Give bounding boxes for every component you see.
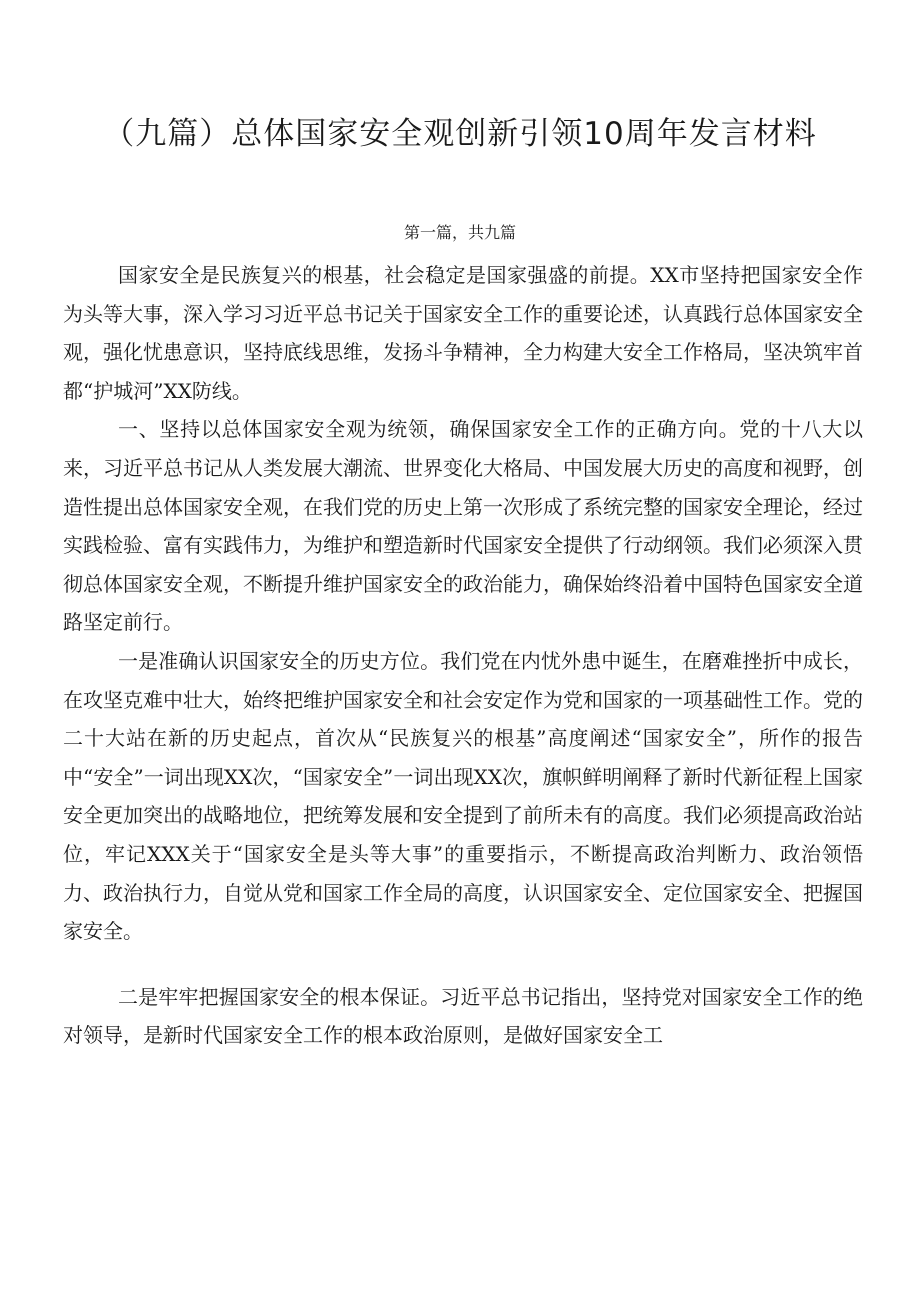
paragraph-intro: 国家安全是民族复兴的根基，社会稳定是国家强盛的前提。XX市坚持把国家安全作为头等大事，深入学习习近平总书记关于国家安全工作的重要论述，认真践行总体国家安全观，强化忧患意识，坚持底线思维，发扬斗争精神，全力构建大安全工作格局，坚决筑牢首都“护城河”XX防线。 xyxy=(63,263,863,403)
paragraph-section-one: 一、坚持以总体国家安全观为统领，确保国家安全工作的正确方向。党的十八大以来，习近平总书记从人类发展大潮流、世界变化大格局、中国发展大历史的高度和视野，创造性提出总体国家安全观，在我们党的历史上第一次形成了系统完整的国家安全理论，经过实践检验、富有实践伟力，为维护和塑造新时代国家安全提供了行动纲领。我们必须深入贯彻总体国家安全观，不断提升维护国家安全的政治能力，确保始终沿着中国特色国家安全道路坚定前行。 xyxy=(63,417,863,635)
paragraph-point-one: 一是准确认识国家安全的历史方位。我们党在内忧外患中诞生，在磨难挫折中成长，在攻坚克难中壮大，始终把维护国家安全和社会安定作为党和国家的一项基础性工作。党的二十大站在新的历史起点，首次从“民族复兴的根基”高度阐述“国家安全”，所作的报告中“安全”一词出现XX次，“国家安全”一词出现XX次，旗帜鲜明阐释了新时代新征程上国家安全更加突出的战略地位，把统筹发展和安全提到了前所未有的高度。我们必须提高政治站位，牢记XXX关于“国家安全是头等大事”的重要指示，不断提高政治判断力、政治领悟力、政治执行力，自觉从党和国家工作全局的高度，认识国家安全、定位国家安全、把握国家安全。 xyxy=(63,648,863,944)
section-heading: 第一篇，共九篇 xyxy=(403,223,516,242)
document-body xyxy=(63,256,863,1055)
paragraph-point-two: 二是牢牢把握国家安全的根本保证。习近平总书记指出，坚持党对国家安全工作的绝对领导，是新时代国家安全工作的根本政治原则，是做好国家安全工 xyxy=(63,984,863,1048)
document-title: （九篇）总体国家安全观创新引领10周年发言材料 xyxy=(103,116,817,152)
